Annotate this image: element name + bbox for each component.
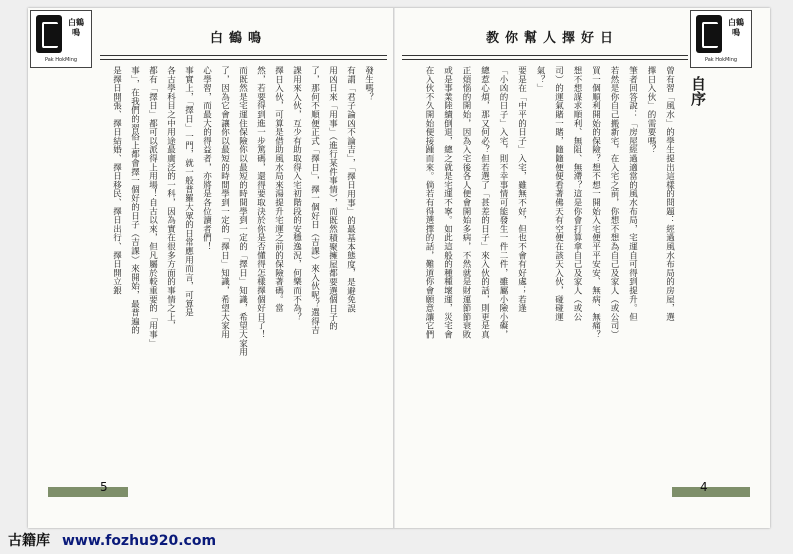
text-column: 要是在「中平的日子」入宅，雖無不好，但也不會有好處；若逢 <box>516 66 527 313</box>
text-column: 了，因為它會讓你以最短的時間學到一定的「擇日」知識，希望大家用 <box>219 66 230 339</box>
text-column: 擇日入伙」的需要嗎？ <box>646 66 656 154</box>
watermark-bar <box>0 528 793 554</box>
logo-right <box>690 10 752 68</box>
text-column: 或是事業陸續倒退，總之就是宅運不寧。如此這般的種種壞運，災宅會 <box>442 66 453 339</box>
right-running-title: 教你幫人擇好日 <box>486 31 620 46</box>
text-column: 事」，在我們的習俗上都會擇一個好的日子（吉課）來開始，最普遍的 <box>129 66 140 335</box>
logo-mark-icon <box>696 15 722 53</box>
text-column: 課用來入伙，互少有助取得入宅初階段的安穩逸況，何樂而不為？ <box>291 66 302 322</box>
left-running-title: 白鶴鳴 <box>210 31 268 46</box>
text-column: 各古學科目之中用途最廣泛的一科，因為實在很多方面的事情之上， <box>165 66 176 330</box>
text-column: 筆者回答說：「房屋經過適當的風水布局，宅運自可得到提升。但 <box>627 66 638 322</box>
header-rule-left-bottom <box>100 59 387 60</box>
page-fold <box>393 8 395 528</box>
chapter-title: 自序 <box>689 76 707 106</box>
text-column: 司）的運氣賭一賭，隨隨便便看著佛天有空便在該天入伙，碰碰運 <box>553 66 564 322</box>
text-column: 心學習，而最大的得益者，亦將是各位讀者們！ <box>201 66 212 251</box>
logo-left <box>30 10 92 68</box>
text-column: 正煩惱的開始，因為入宅後各人便會開始多病，不然就是財運節節衰敗 <box>461 66 471 339</box>
header-rule-right-top <box>402 55 688 56</box>
text-column: 然，若要得到進一步篤碼，還得要取決於你是否懂得怎樣擇個好日了！ <box>255 66 266 339</box>
text-column: 在入伙不久開始便接踵而來。倘若有得選擇的話，難道你會願意讓它們 <box>424 66 434 339</box>
text-column: 擇日入伙，可算是借助風水局來湯提升宅運之前的保險著碼。當 <box>273 66 284 313</box>
text-column: 買一個順利開始的保險？想不想一開始入宅便平平安安、無病、無痛？ <box>590 66 601 339</box>
text-column: 了，那何不順便正式「擇日」，擇一個好日（吉課）來入伙呢？選得吉 <box>309 66 320 335</box>
page-number-right: 4 <box>700 480 708 494</box>
text-column: 用凶日來「用事」（進行某件事情），而既然積聚擁屋都要選個日子的 <box>327 66 338 331</box>
watermark-brand: 古籍库 <box>8 533 50 549</box>
text-column: 都有「擇日」都可以派得上用場！自古以來，但凡屬於較重要的「用事」 <box>147 66 158 348</box>
text-column: 想不想謀求順利、無阻、無滯？這是你會打算拿自己及家人（或公 <box>572 66 582 322</box>
logo-en-text: Pak HokMing <box>44 57 78 63</box>
page-bar-left <box>48 487 128 497</box>
logo-cn-text: 白鶴鳴 <box>68 17 84 37</box>
page-bar-right <box>672 487 750 497</box>
text-column: 而既然是宅運住保險你以最短的時間學到一定的「擇日」知識，希望大家用 <box>237 66 248 357</box>
text-column: 「小凶的日子」入宅，則不幸事情可能發生一件二件，雖屬小險小礙， <box>498 66 508 339</box>
text-column: 曾有習「風水」的學生提出這樣的問題：經過風水布局的房屋，選 <box>664 66 675 322</box>
text-column: 若然是你自己搬新宅，在入宅之前，你想不想為自己及家人（或公司） <box>609 66 619 339</box>
text-column: 有謂「君子論凶不論吉」，「擇日用事」的最基本態度，是避免誤 <box>345 66 356 313</box>
page-number-left: 5 <box>100 480 108 494</box>
text-column: 氣？」 <box>535 66 545 93</box>
logo-mark-icon <box>36 15 62 53</box>
logo-cn-text: 白鶴鳴 <box>728 17 744 37</box>
text-column: 總惹心煩，那又何必？但若選了「甚差的日子」來入伙的話，則更是真 <box>479 66 490 339</box>
text-column: 事實上，「擇日」一門，就一般普羅大眾的日常應用而言，可算是 <box>183 66 194 317</box>
header-rule-left-top <box>100 55 387 56</box>
header-rule-right-bottom <box>402 59 688 60</box>
watermark-site: www.fozhu920.com <box>62 533 217 549</box>
text-column: 是擇日開張、擇日結婚、擇日移民、擇日出行、擇日開立銀 <box>111 66 122 295</box>
logo-en-text: Pak HokMing <box>704 57 738 63</box>
text-column: 發生嗎？ <box>363 66 374 102</box>
